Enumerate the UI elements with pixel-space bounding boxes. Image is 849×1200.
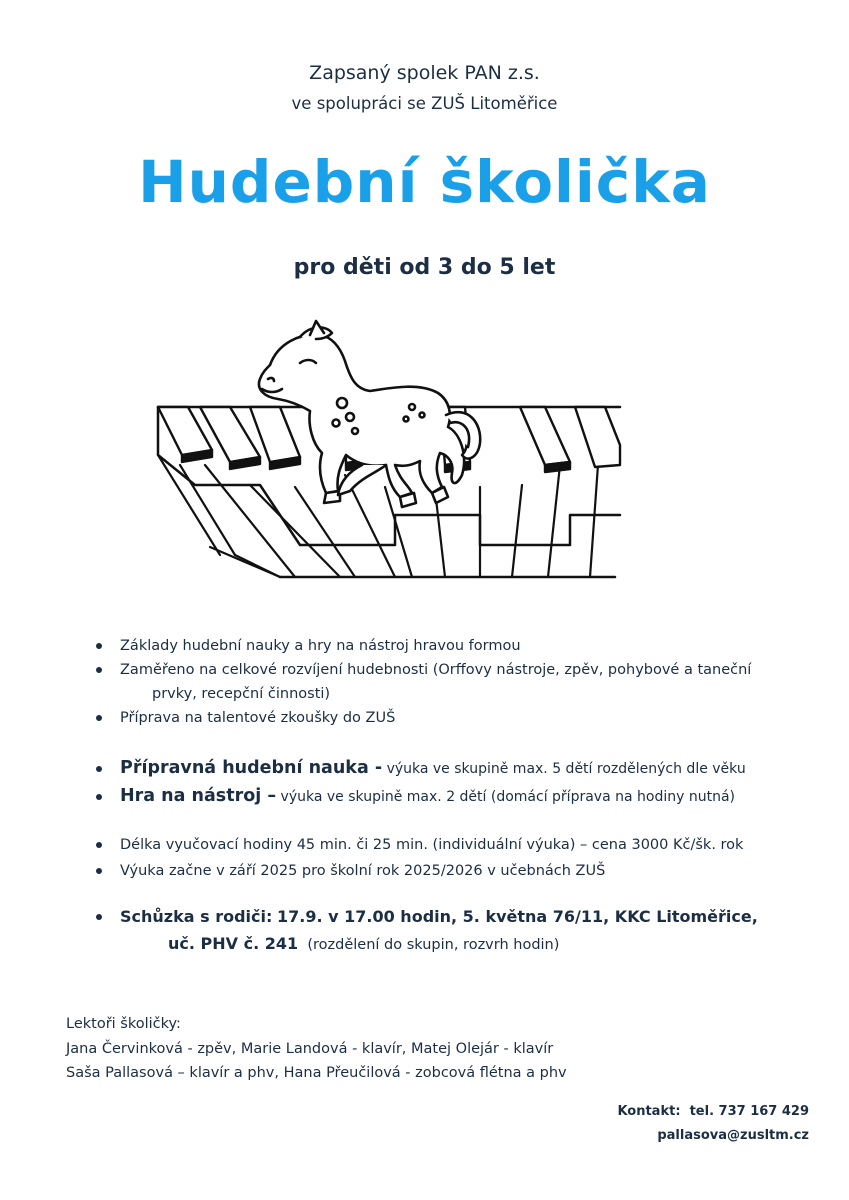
cooperation-line: ve spolupráci se ZUŠ Litoměřice xyxy=(291,94,558,113)
course-detail: výuka ve skupině max. 5 dětí rozdělených dle věku xyxy=(386,761,746,777)
lecturers-heading: Lektoři školičky: xyxy=(66,1016,181,1032)
organization-name: Zapsaný spolek PAN z.s. xyxy=(309,62,540,84)
meeting-note: (rozdělení do skupin, rozvrh hodin) xyxy=(307,937,560,953)
page-title: Hudební školička xyxy=(138,148,711,216)
age-subtitle: pro děti od 3 do 5 let xyxy=(293,255,556,280)
pony-eye xyxy=(300,360,316,363)
list-item: Základy hudební nauky a hry na nástroj hravou formou xyxy=(96,634,751,658)
pony-ear xyxy=(310,321,324,335)
meeting-item xyxy=(96,904,758,958)
lecturers-line: Jana Červinková - zpěv, Marie Landová - klavír, Matej Olejár - klavír xyxy=(66,1041,554,1057)
lecturers-line: Saša Pallasová – klavír a phv, Hana Přeučilová - zobcová flétna a phv xyxy=(66,1065,567,1081)
courses-list xyxy=(96,755,746,811)
course-item xyxy=(96,783,746,811)
info-list xyxy=(96,832,743,884)
list-item: Délka vyučovací hodiny 45 min. či 25 min. (individuální výuka) – cena 3000 Kč/šk. rok xyxy=(96,832,743,858)
meeting-label: Schůzka s rodiči: xyxy=(120,907,273,926)
contact-phone: tel. 737 167 429 xyxy=(689,1104,809,1119)
course-name: Přípravná hudební nauka - xyxy=(120,758,383,778)
course-name: Hra na nástroj – xyxy=(120,786,277,806)
features-list xyxy=(96,634,751,730)
white-key-lines xyxy=(158,455,598,577)
meeting-room: uč. PHV č. 241 xyxy=(168,934,299,953)
pony xyxy=(259,321,480,507)
contact-phone-line xyxy=(617,1104,809,1119)
meeting-list xyxy=(96,904,758,958)
list-item: Příprava na talentové zkoušky do ZUŠ xyxy=(96,706,751,730)
pony-mouth xyxy=(262,389,282,392)
contact-email[interactable]: pallasova@zusltm.cz xyxy=(657,1128,809,1143)
pony-hoof-front-right xyxy=(400,493,416,507)
course-detail: výuka ve skupině max. 2 dětí (domácí příprava na hodiny nutná) xyxy=(280,789,735,805)
contact-label: Kontakt: xyxy=(617,1104,681,1119)
pony-piano-illustration xyxy=(150,315,625,585)
course-item xyxy=(96,755,746,783)
meeting-details: 17.9. v 17.00 hodin, 5. května 76/11, KKC Litoměřice, xyxy=(277,907,758,926)
list-item: Zaměřeno na celkové rozvíjení hudebnosti (Orffovy nástroje, zpěv, pohybové a taneční prvky, recepční činnosti) xyxy=(96,658,751,706)
list-item: Výuka začne v září 2025 pro školní rok 2025/2026 v učebnách ZUŠ xyxy=(96,858,743,884)
